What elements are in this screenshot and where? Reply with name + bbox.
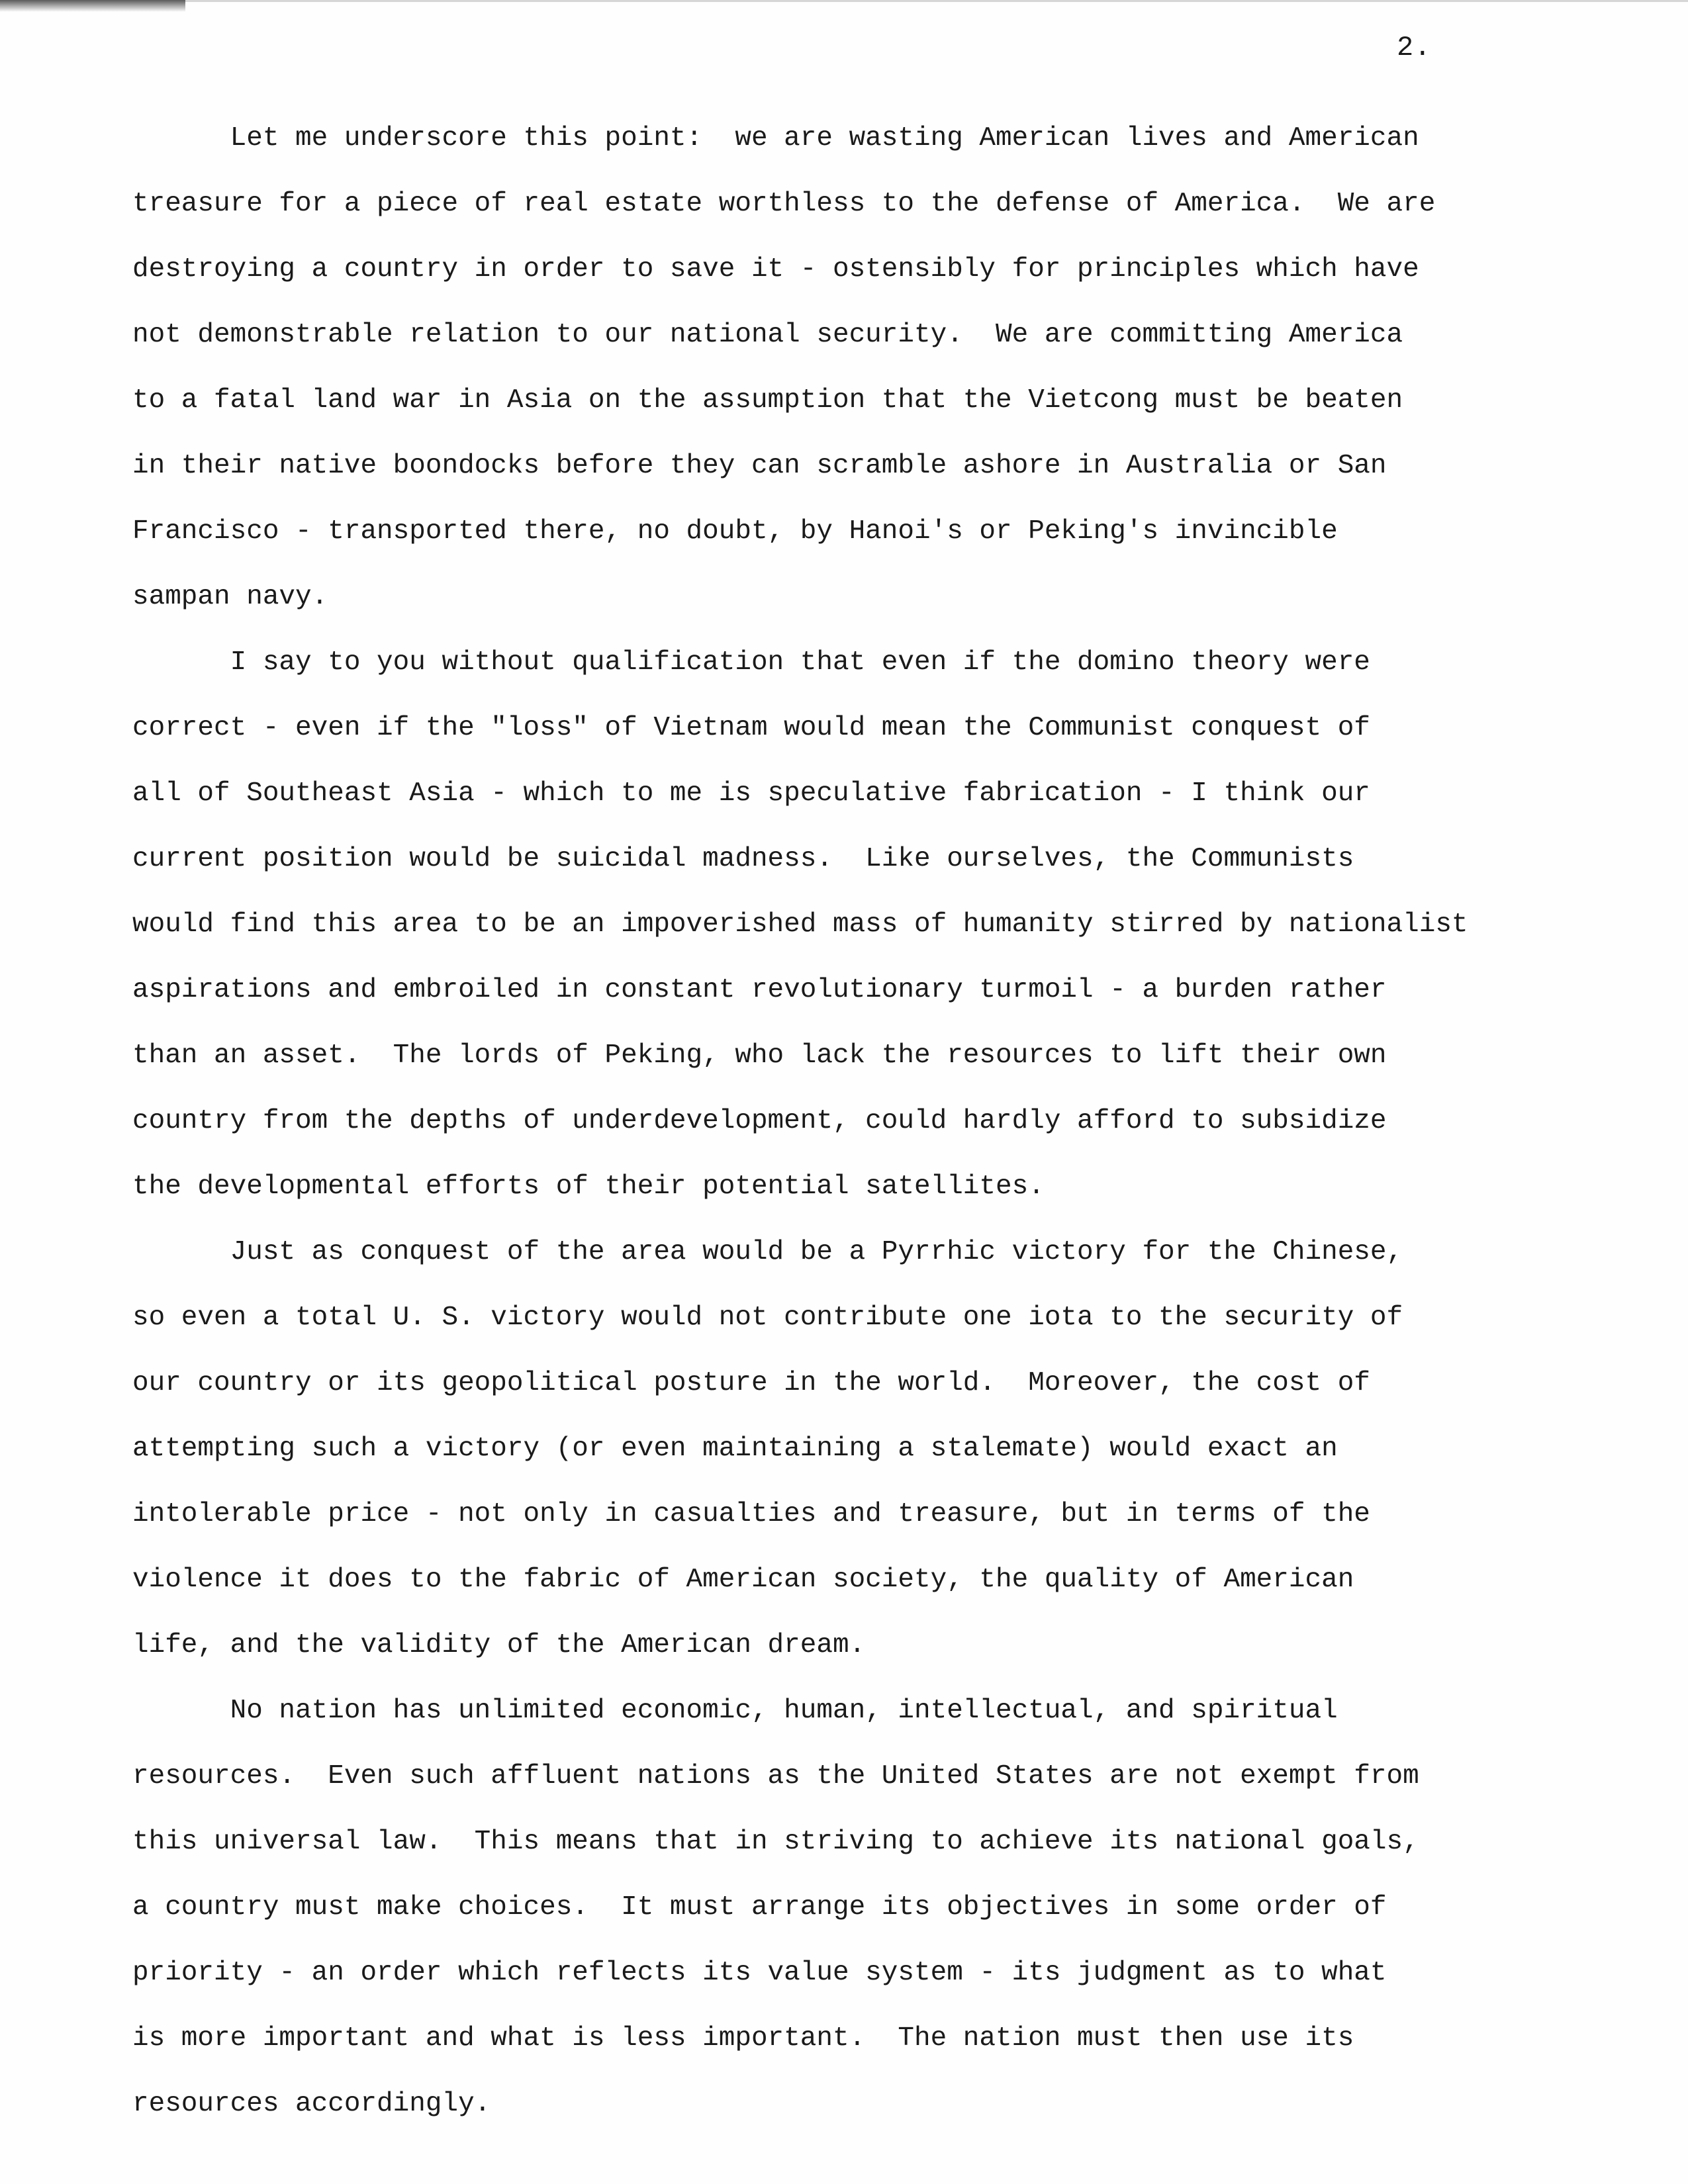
text-line: intolerable price - not only in casualties and treasure, but in terms of the	[132, 1499, 1370, 1529]
text-line: current position would be suicidal madness. Like ourselves, the Communists	[132, 844, 1354, 874]
text-line: violence it does to the fabric of American society, the quality of American	[132, 1565, 1354, 1595]
body-text	[132, 106, 1556, 2137]
text-line: life, and the validity of the American dream.	[132, 1630, 866, 1661]
paragraph	[132, 1220, 1556, 1678]
text-line: resources. Even such affluent nations as the United States are not exempt from	[132, 1761, 1419, 1792]
text-line: destroying a country in order to save it - ostensibly for principles which have	[132, 254, 1419, 285]
text-line: so even a total U. S. victory would not contribute one iota to the security of	[132, 1302, 1403, 1333]
text-line: aspirations and embroiled in constant revolutionary turmoil - a burden rather	[132, 975, 1387, 1005]
text-line: our country or its geopolitical posture in the world. Moreover, the cost of	[132, 1368, 1370, 1398]
text-line: than an asset. The lords of Peking, who lack the resources to lift their own	[132, 1040, 1387, 1071]
text-line: this universal law. This means that in striving to achieve its national goals,	[132, 1827, 1419, 1857]
text-line: to a fatal land war in Asia on the assumption that the Vietcong must be beaten	[132, 385, 1403, 416]
text-line: would find this area to be an impoverished mass of humanity stirred by nationalist	[132, 909, 1468, 940]
paragraph	[132, 630, 1556, 1220]
scan-edge	[185, 0, 1688, 2]
scan-shadow	[0, 0, 185, 12]
text-line: Francisco - transported there, no doubt, by Hanoi's or Peking's invincible	[132, 516, 1338, 547]
text-line: all of Southeast Asia - which to me is speculative fabrication - I think our	[132, 778, 1370, 809]
text-line: Just as conquest of the area would be a Pyrrhic victory for the Chinese,	[132, 1237, 1403, 1267]
paragraph	[132, 1678, 1556, 2137]
text-line: in their native boondocks before they can scramble ashore in Australia or San	[132, 451, 1387, 481]
text-line: treasure for a piece of real estate worthless to the defense of America. We are	[132, 189, 1436, 219]
text-line: correct - even if the "loss" of Vietnam would mean the Communist conquest of	[132, 713, 1370, 743]
text-line: a country must make choices. It must arrange its objectives in some order of	[132, 1892, 1387, 1923]
text-line: Let me underscore this point: we are wasting American lives and American	[132, 123, 1419, 154]
text-line: attempting such a victory (or even maintaining a stalemate) would exact an	[132, 1433, 1338, 1464]
text-line: not demonstrable relation to our national security. We are committing America	[132, 320, 1403, 350]
text-line: resources accordingly.	[132, 2089, 491, 2119]
text-line: country from the depths of underdevelopment, could hardly afford to subsidize	[132, 1106, 1387, 1136]
text-line: sampan navy.	[132, 582, 328, 612]
paragraph	[132, 106, 1556, 630]
page-number: 2.	[1397, 32, 1432, 64]
text-line: the developmental efforts of their potential satellites.	[132, 1171, 1045, 1202]
text-line: priority - an order which reflects its value system - its judgment as to what	[132, 1958, 1387, 1988]
text-line: I say to you without qualification that even if the domino theory were	[132, 647, 1370, 678]
text-line: No nation has unlimited economic, human, intellectual, and spiritual	[132, 1696, 1338, 1726]
text-line: is more important and what is less important. The nation must then use its	[132, 2023, 1354, 2054]
